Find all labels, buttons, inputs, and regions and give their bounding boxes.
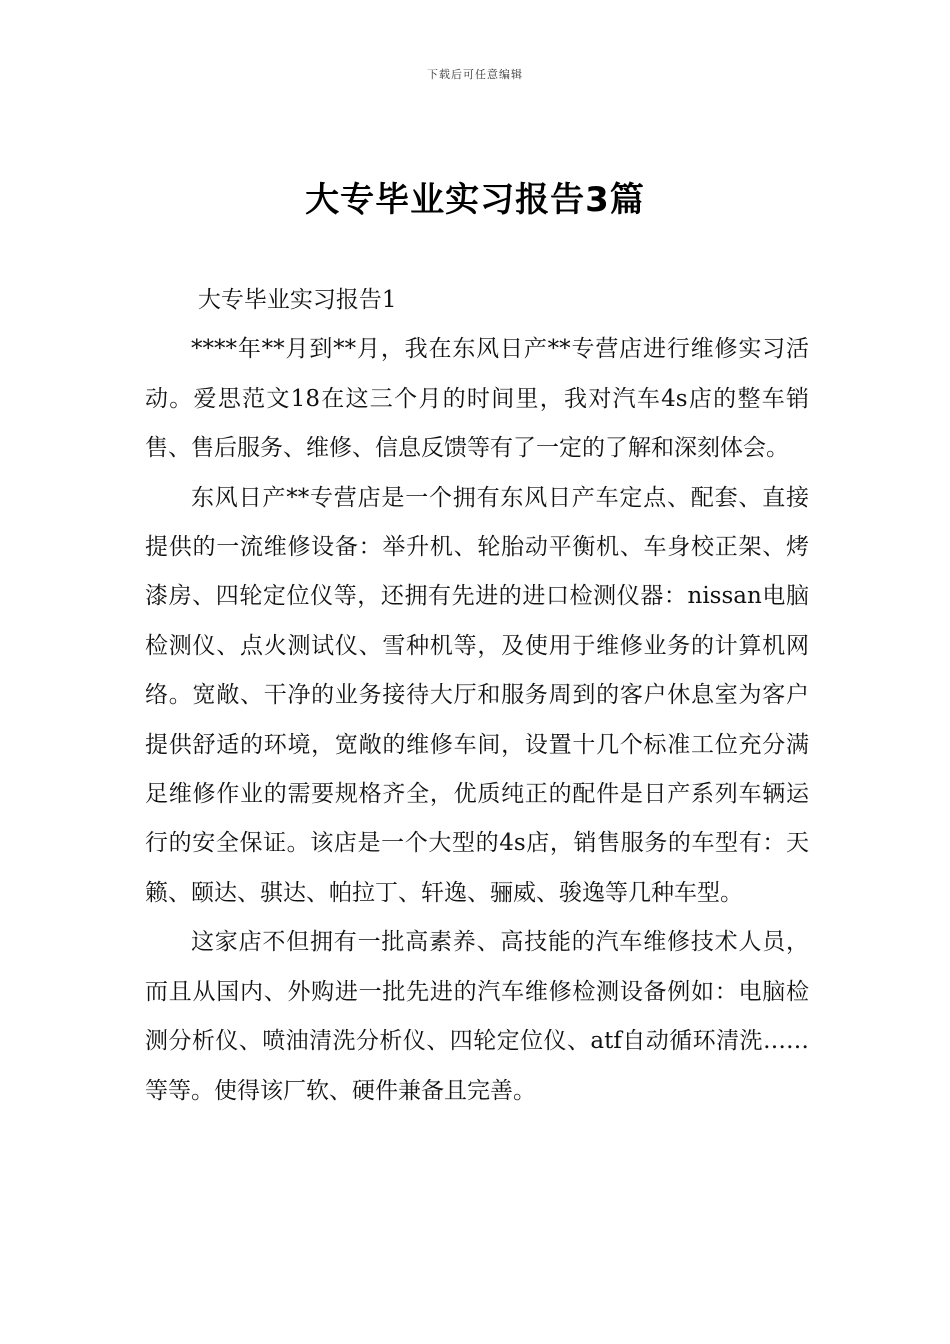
paragraph: 这家店不但拥有一批高素养、高技能的汽车维修技术人员，而且从国内、外购进一批先进的汽车维修检测设备例如：电脑检测分析仪、喷油清洗分析仪、四轮定位仪、atf自动循环清洗……等等。使得该厂软、硬件兼备且完善。: [145, 929, 809, 1104]
header-note: 下载后可任意编辑: [427, 68, 523, 81]
document-title: 大专毕业实习报告3篇: [305, 180, 645, 220]
document-body: [145, 276, 809, 1116]
paragraph: ****年**月到**月，我在东风日产**专营店进行维修实习活动。爱思范文18在这三个月的时间里，我对汽车4s店的整车销售、售后服务、维修、信息反馈等有了一定的了解和深刻体会。: [145, 336, 809, 462]
section-heading: 大专毕业实习报告1: [197, 287, 397, 313]
paragraph: 东风日产**专营店是一个拥有东风日产车定点、配套、直接提供的一流维修设备：举升机、轮胎动平衡机、车身校正架、烤漆房、四轮定位仪等，还拥有先进的进口检测仪器：nissan电脑检测仪、点火测试仪、雪种机等，及使用于维修业务的计算机网络。宽敞、干净的业务接待大厅和服务周到的客户休息室为客户提供舒适的环境，宽敞的维修车间，设置十几个标准工位充分满足维修作业的需要规格齐全，优质纯正的配件是日产系列车辆运行的安全保证。该店是一个大型的4s店，销售服务的车型有：天籁、颐达、骐达、帕拉丁、轩逸、骊威、骏逸等几种车型。: [145, 484, 809, 906]
